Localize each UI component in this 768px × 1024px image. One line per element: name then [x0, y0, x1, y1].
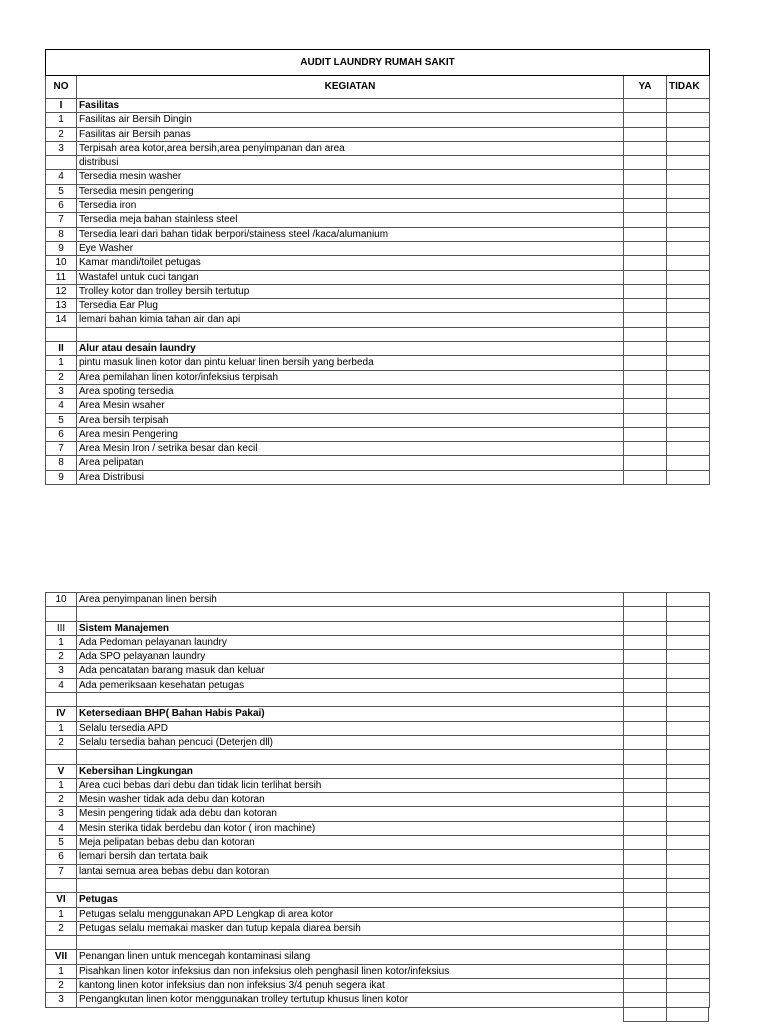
row-ya-cell[interactable]	[624, 721, 667, 735]
row-ya-cell[interactable]	[624, 356, 667, 370]
row-ya-cell[interactable]	[624, 778, 667, 792]
row-ya-cell[interactable]	[624, 850, 667, 864]
table-row	[46, 113, 710, 127]
row-kegiatan	[77, 750, 624, 764]
row-tidak-cell[interactable]	[667, 764, 710, 778]
table-row	[46, 735, 710, 749]
table-row	[46, 907, 710, 921]
row-tidak-cell[interactable]	[667, 256, 710, 270]
row-number: 2	[46, 793, 77, 807]
table-row	[46, 721, 710, 735]
row-number: 7	[46, 442, 77, 456]
row-ya-cell[interactable]	[624, 456, 667, 470]
row-kegiatan: Tersedia mesin pengering	[77, 184, 624, 198]
table-row	[46, 370, 710, 384]
row-number	[46, 750, 77, 764]
row-number: 6	[46, 199, 77, 213]
row-number: 1	[46, 964, 77, 978]
row-ya-cell[interactable]	[624, 184, 667, 198]
row-tidak-cell[interactable]	[667, 141, 710, 155]
table-row	[46, 313, 710, 327]
section-row	[46, 99, 710, 113]
row-ya-cell[interactable]	[624, 299, 667, 313]
row-number: 2	[46, 921, 77, 935]
header-row	[46, 76, 710, 99]
row-ya-cell[interactable]	[624, 607, 667, 621]
row-ya-cell[interactable]	[624, 750, 667, 764]
row-kegiatan: Fasilitas air Bersih Dingin	[77, 113, 624, 127]
row-kegiatan: Ketersediaan BHP( Bahan Habis Pakai)	[77, 707, 624, 721]
table-row	[46, 864, 710, 878]
row-ya-cell[interactable]	[624, 993, 667, 1007]
row-kegiatan: Ada pencatatan barang masuk dan keluar	[77, 664, 624, 678]
row-kegiatan: Area penyimpanan linen bersih	[77, 593, 624, 607]
row-number	[46, 693, 77, 707]
row-tidak-cell[interactable]	[667, 442, 710, 456]
row-tidak-cell[interactable]	[667, 342, 710, 356]
row-tidak-cell[interactable]	[667, 678, 710, 692]
row-number: 4	[46, 678, 77, 692]
row-number: 10	[46, 256, 77, 270]
row-tidak-cell[interactable]	[667, 793, 710, 807]
row-number: I	[46, 99, 77, 113]
row-number: 2	[46, 979, 77, 993]
row-number: III	[46, 621, 77, 635]
row-number: 3	[46, 141, 77, 155]
row-tidak-cell[interactable]	[667, 836, 710, 850]
row-ya-cell[interactable]	[624, 635, 667, 649]
row-kegiatan: lemari bersih dan tertata baik	[77, 850, 624, 864]
row-tidak-cell[interactable]	[667, 664, 710, 678]
row-tidak-cell[interactable]	[667, 384, 710, 398]
row-number	[46, 156, 77, 170]
row-ya-cell[interactable]	[624, 99, 667, 113]
row-number: 1	[46, 907, 77, 921]
header-kegiatan: KEGIATAN	[77, 76, 624, 99]
table-row	[46, 213, 710, 227]
row-number: 14	[46, 313, 77, 327]
row-ya-cell[interactable]	[624, 170, 667, 184]
row-kegiatan: Alur atau desain laundry	[77, 342, 624, 356]
row-ya-cell[interactable]	[624, 313, 667, 327]
row-number: VII	[46, 950, 77, 964]
row-kegiatan: pintu masuk linen kotor dan pintu keluar linen bersih yang berbeda	[77, 356, 624, 370]
row-kegiatan	[77, 607, 624, 621]
row-kegiatan	[77, 878, 624, 892]
row-tidak-cell[interactable]	[667, 227, 710, 241]
table-row	[46, 678, 710, 692]
row-kegiatan: Petugas selalu memakai masker dan tutup kepala diarea bersih	[77, 921, 624, 935]
row-ya-cell[interactable]	[624, 442, 667, 456]
document-title: AUDIT LAUNDRY RUMAH SAKIT	[46, 50, 710, 76]
row-number: 2	[46, 127, 77, 141]
row-kegiatan: Tersedia mesin washer	[77, 170, 624, 184]
row-kegiatan: Sistem Manajemen	[77, 621, 624, 635]
row-tidak-cell[interactable]	[667, 156, 710, 170]
row-number: 5	[46, 413, 77, 427]
row-number: 13	[46, 299, 77, 313]
table-row	[46, 356, 710, 370]
section-row	[46, 707, 710, 721]
table-row	[46, 850, 710, 864]
row-tidak-cell[interactable]	[667, 213, 710, 227]
table-row	[46, 456, 710, 470]
row-kegiatan: lemari bahan kimia tahan air dan api	[77, 313, 624, 327]
section-row	[46, 893, 710, 907]
row-number: 4	[46, 821, 77, 835]
row-kegiatan: kantong linen kotor infeksius dan non infeksius 3/4 penuh segera ikat	[77, 979, 624, 993]
row-number: 2	[46, 370, 77, 384]
row-number: 8	[46, 456, 77, 470]
audit-table-page-1	[45, 49, 710, 485]
row-ya-cell[interactable]	[624, 693, 667, 707]
row-tidak-cell[interactable]	[667, 199, 710, 213]
row-ya-cell[interactable]	[624, 370, 667, 384]
row-tidak-cell[interactable]	[667, 993, 710, 1007]
row-kegiatan: Kamar mandi/toilet petugas	[77, 256, 624, 270]
row-tidak-cell[interactable]	[667, 707, 710, 721]
row-ya-cell[interactable]	[624, 907, 667, 921]
table-row	[46, 650, 710, 664]
row-kegiatan: Tersedia Ear Plug	[77, 299, 624, 313]
row-number: 2	[46, 735, 77, 749]
blank-row	[46, 936, 710, 950]
row-kegiatan: Trolley kotor dan trolley bersih tertutup	[77, 284, 624, 298]
table-row	[46, 384, 710, 398]
row-number: VI	[46, 893, 77, 907]
row-kegiatan: Fasilitas air Bersih panas	[77, 127, 624, 141]
blank-row	[46, 327, 710, 341]
row-tidak-cell[interactable]	[667, 735, 710, 749]
row-tidak-cell[interactable]	[667, 778, 710, 792]
row-ya-cell[interactable]	[624, 241, 667, 255]
row-kegiatan: Terpisah area kotor,area bersih,area penyimpanan dan area	[77, 141, 624, 155]
row-ya-cell[interactable]	[624, 399, 667, 413]
row-kegiatan: Area spoting tersedia	[77, 384, 624, 398]
row-number: 6	[46, 850, 77, 864]
header-no: NO	[46, 76, 77, 99]
row-ya-cell[interactable]	[624, 270, 667, 284]
table-row	[46, 964, 710, 978]
row-number: 1	[46, 778, 77, 792]
row-kegiatan: Area pelipatan	[77, 456, 624, 470]
row-kegiatan: Area Mesin Iron / setrika besar dan kecil	[77, 442, 624, 456]
row-kegiatan: Tersedia meja bahan stainless steel	[77, 213, 624, 227]
table-row	[46, 664, 710, 678]
row-ya-cell[interactable]	[624, 664, 667, 678]
row-tidak-cell[interactable]	[667, 170, 710, 184]
row-ya-cell[interactable]	[624, 621, 667, 635]
row-ya-cell[interactable]	[624, 384, 667, 398]
row-kegiatan: Ada pemeriksaan kesehatan petugas	[77, 678, 624, 692]
row-tidak-cell[interactable]	[667, 284, 710, 298]
row-kegiatan: Mesin pengering tidak ada debu dan kotoran	[77, 807, 624, 821]
row-kegiatan: Area cuci bebas dari debu dan tidak licin terlihat bersih	[77, 778, 624, 792]
row-number	[46, 936, 77, 950]
row-tidak-cell[interactable]	[667, 399, 710, 413]
audit-table-page-2	[45, 592, 710, 1008]
row-kegiatan: Petugas selalu menggunakan APD Lengkap di area kotor	[77, 907, 624, 921]
table-row	[46, 270, 710, 284]
row-tidak-cell[interactable]	[667, 807, 710, 821]
row-number: 12	[46, 284, 77, 298]
row-ya-cell[interactable]	[624, 213, 667, 227]
row-ya-cell[interactable]	[624, 342, 667, 356]
row-number	[46, 607, 77, 621]
row-number: 6	[46, 427, 77, 441]
row-ya-cell[interactable]	[624, 707, 667, 721]
row-kegiatan: Ada SPO pelayanan laundry	[77, 650, 624, 664]
row-tidak-cell[interactable]	[667, 313, 710, 327]
row-number: II	[46, 342, 77, 356]
row-number	[46, 327, 77, 341]
row-number: 5	[46, 836, 77, 850]
row-kegiatan: Eye Washer	[77, 241, 624, 255]
row-ya-cell[interactable]	[624, 284, 667, 298]
row-ya-cell[interactable]	[624, 227, 667, 241]
row-tidak-cell[interactable]	[667, 693, 710, 707]
row-kegiatan	[77, 936, 624, 950]
row-number: 10	[46, 593, 77, 607]
row-kegiatan: Wastafel untuk cuci tangan	[77, 270, 624, 284]
table-row	[46, 156, 710, 170]
row-ya-cell[interactable]	[624, 427, 667, 441]
table-row	[46, 442, 710, 456]
row-tidak-cell[interactable]	[667, 850, 710, 864]
row-kegiatan: Meja pelipatan bebas debu dan kotoran	[77, 836, 624, 850]
row-ya-cell[interactable]	[624, 156, 667, 170]
row-tidak-cell[interactable]	[667, 635, 710, 649]
row-tidak-cell[interactable]	[667, 99, 710, 113]
row-tidak-cell[interactable]	[667, 593, 710, 607]
blank-row	[46, 878, 710, 892]
row-number: 11	[46, 270, 77, 284]
header-ya: YA	[624, 76, 667, 99]
row-kegiatan: distribusi	[77, 156, 624, 170]
row-kegiatan: Selalu tersedia bahan pencuci (Deterjen dll)	[77, 735, 624, 749]
row-number: 1	[46, 356, 77, 370]
row-tidak-cell[interactable]	[667, 979, 710, 993]
row-tidak-cell[interactable]	[667, 607, 710, 621]
row-kegiatan: Pengangkutan linen kotor menggunakan trolley tertutup khusus linen kotor	[77, 993, 624, 1007]
row-ya-cell[interactable]	[624, 821, 667, 835]
row-kegiatan: Penangan linen untuk mencegah kontaminasi silang	[77, 950, 624, 964]
row-number: 1	[46, 721, 77, 735]
row-ya-cell[interactable]	[624, 864, 667, 878]
row-ya-cell[interactable]	[624, 807, 667, 821]
row-ya-cell[interactable]	[624, 950, 667, 964]
row-ya-cell[interactable]	[624, 413, 667, 427]
row-tidak-cell[interactable]	[667, 456, 710, 470]
row-ya-cell[interactable]	[624, 764, 667, 778]
table-row	[46, 256, 710, 270]
table-row	[46, 399, 710, 413]
row-tidak-cell[interactable]	[667, 127, 710, 141]
row-number: 7	[46, 864, 77, 878]
row-ya-cell[interactable]	[624, 878, 667, 892]
section-row	[46, 342, 710, 356]
row-kegiatan: Area Distribusi	[77, 470, 624, 484]
trailing-empty-cells	[623, 1008, 709, 1022]
row-number: 4	[46, 399, 77, 413]
row-kegiatan	[77, 327, 624, 341]
row-tidak-cell[interactable]	[667, 327, 710, 341]
row-tidak-cell[interactable]	[667, 356, 710, 370]
row-ya-cell[interactable]	[624, 921, 667, 935]
row-number: 4	[46, 170, 77, 184]
table-row	[46, 993, 710, 1007]
row-ya-cell[interactable]	[624, 141, 667, 155]
row-kegiatan: Area bersih terpisah	[77, 413, 624, 427]
table-row	[46, 299, 710, 313]
row-tidak-cell[interactable]	[667, 893, 710, 907]
row-ya-cell[interactable]	[624, 327, 667, 341]
row-ya-cell[interactable]	[624, 893, 667, 907]
row-kegiatan: Tersedia leari dari bahan tidak berpori/stainess steel /kaca/alumanium	[77, 227, 624, 241]
row-ya-cell[interactable]	[624, 127, 667, 141]
row-ya-cell[interactable]	[624, 979, 667, 993]
row-tidak-cell[interactable]	[667, 470, 710, 484]
table-row	[46, 793, 710, 807]
row-ya-cell[interactable]	[624, 650, 667, 664]
row-tidak-cell[interactable]	[667, 299, 710, 313]
row-kegiatan: Ada Pedoman pelayanan laundry	[77, 635, 624, 649]
row-ya-cell[interactable]	[624, 936, 667, 950]
row-number	[46, 878, 77, 892]
row-number: 8	[46, 227, 77, 241]
row-tidak-cell[interactable]	[667, 964, 710, 978]
row-kegiatan: Mesin sterika tidak berdebu dan kotor ( iron machine)	[77, 821, 624, 835]
row-tidak-cell[interactable]	[667, 750, 710, 764]
row-tidak-cell[interactable]	[667, 650, 710, 664]
section-row	[46, 764, 710, 778]
table-row	[46, 778, 710, 792]
table-row	[46, 199, 710, 213]
title-row	[46, 50, 710, 76]
table-row	[46, 836, 710, 850]
row-tidak-cell[interactable]	[667, 184, 710, 198]
row-tidak-cell[interactable]	[667, 878, 710, 892]
row-number: 9	[46, 241, 77, 255]
table-row	[46, 241, 710, 255]
table-row	[46, 979, 710, 993]
row-ya-cell[interactable]	[624, 470, 667, 484]
row-tidak-cell[interactable]	[667, 621, 710, 635]
table-row	[46, 470, 710, 484]
table-row	[46, 427, 710, 441]
table-row	[46, 921, 710, 935]
row-tidak-cell[interactable]	[667, 270, 710, 284]
section-row	[46, 621, 710, 635]
row-number: 9	[46, 470, 77, 484]
row-tidak-cell[interactable]	[667, 821, 710, 835]
row-ya-cell[interactable]	[624, 964, 667, 978]
table-row	[46, 127, 710, 141]
blank-row	[46, 693, 710, 707]
row-kegiatan: Fasilitas	[77, 99, 624, 113]
row-tidak-cell[interactable]	[667, 936, 710, 950]
row-ya-cell[interactable]	[624, 836, 667, 850]
row-number: 1	[46, 635, 77, 649]
row-number: 5	[46, 184, 77, 198]
table-row	[46, 821, 710, 835]
row-number: 3	[46, 993, 77, 1007]
row-number: 3	[46, 807, 77, 821]
row-kegiatan: Kebersihan Lingkungan	[77, 764, 624, 778]
row-tidak-cell[interactable]	[667, 921, 710, 935]
row-number: 1	[46, 113, 77, 127]
row-number: 3	[46, 384, 77, 398]
row-number: V	[46, 764, 77, 778]
table-row	[46, 635, 710, 649]
row-tidak-cell[interactable]	[667, 864, 710, 878]
row-ya-cell[interactable]	[624, 256, 667, 270]
table-row	[46, 593, 710, 607]
row-tidak-cell[interactable]	[667, 950, 710, 964]
blank-row	[46, 750, 710, 764]
row-kegiatan: Area Mesin wsaher	[77, 399, 624, 413]
row-kegiatan: Area mesin Pengering	[77, 427, 624, 441]
row-tidak-cell[interactable]	[667, 370, 710, 384]
table-row	[46, 227, 710, 241]
row-tidak-cell[interactable]	[667, 413, 710, 427]
row-tidak-cell[interactable]	[667, 427, 710, 441]
blank-row	[46, 607, 710, 621]
row-number: 2	[46, 650, 77, 664]
row-ya-cell[interactable]	[624, 199, 667, 213]
table-row	[46, 807, 710, 821]
section-row	[46, 950, 710, 964]
row-kegiatan	[77, 693, 624, 707]
row-tidak-cell[interactable]	[667, 113, 710, 127]
row-kegiatan: Area pemilahan linen kotor/infeksius terpisah	[77, 370, 624, 384]
header-tidak: TIDAK	[667, 76, 710, 99]
table-row	[46, 284, 710, 298]
row-number: 7	[46, 213, 77, 227]
row-kegiatan: Pisahkan linen kotor infeksius dan non infeksius oleh penghasil linen kotor/infeksius	[77, 964, 624, 978]
row-number: IV	[46, 707, 77, 721]
table-row	[46, 141, 710, 155]
row-ya-cell[interactable]	[624, 735, 667, 749]
row-kegiatan: Petugas	[77, 893, 624, 907]
row-ya-cell[interactable]	[624, 593, 667, 607]
row-kegiatan: Mesin washer tidak ada debu dan kotoran	[77, 793, 624, 807]
row-kegiatan: Selalu tersedia APD	[77, 721, 624, 735]
row-tidak-cell[interactable]	[667, 241, 710, 255]
row-number: 3	[46, 664, 77, 678]
row-kegiatan: lantai semua area bebas debu dan kotoran	[77, 864, 624, 878]
row-tidak-cell[interactable]	[667, 907, 710, 921]
row-tidak-cell[interactable]	[667, 721, 710, 735]
table-row	[46, 184, 710, 198]
row-ya-cell[interactable]	[624, 113, 667, 127]
row-ya-cell[interactable]	[624, 793, 667, 807]
row-ya-cell[interactable]	[624, 678, 667, 692]
row-kegiatan: Tersedia iron	[77, 199, 624, 213]
table-row	[46, 170, 710, 184]
table-row	[46, 413, 710, 427]
